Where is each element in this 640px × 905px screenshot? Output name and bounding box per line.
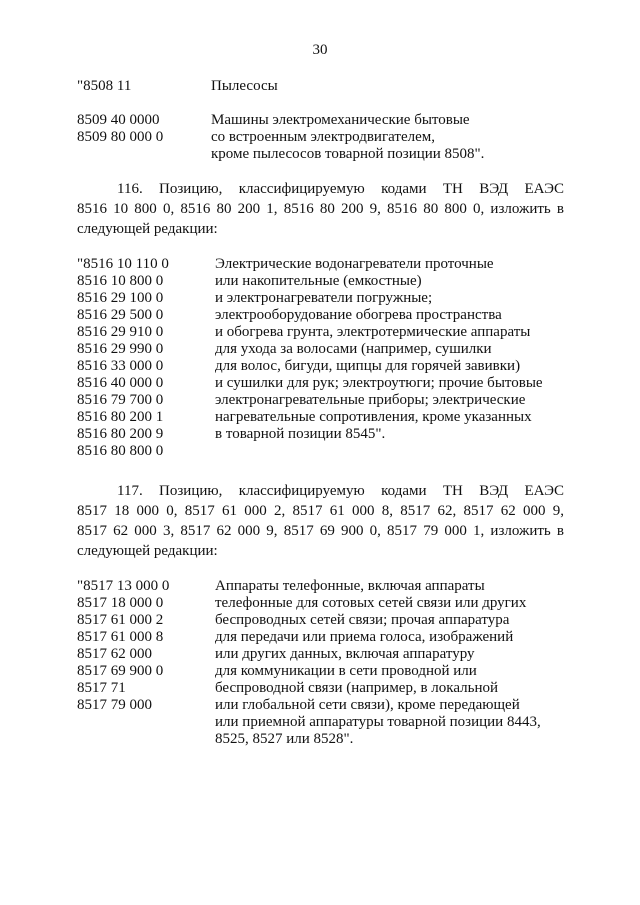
paragraph-line: следующей редакции:: [77, 543, 218, 559]
table-row: [77, 595, 541, 612]
tariff-code: 8516 10 800 0: [77, 273, 164, 289]
tariff-code: 8509 40 0000: [77, 112, 160, 128]
paragraph-line: 117. Позицию, классифицируемую кодами ТН ВЭД ЕАЭС: [117, 483, 564, 499]
code-description: или накопительные (емкостные): [215, 273, 422, 289]
code-description: кроме пылесосов товарной позиции 8508".: [211, 146, 485, 162]
tariff-code: "8517 13 000 0: [77, 578, 170, 594]
table-row: [77, 426, 543, 443]
tariff-code: [77, 714, 215, 731]
code-description: и электронагреватели погружные;: [215, 290, 433, 306]
code-description: беспроводных сетей связи; прочая аппаратура: [215, 612, 510, 628]
code-description: и сушилки для рук; электроутюги; прочие бытовые: [215, 375, 543, 391]
code-description: или приемной аппаратуры товарной позиции 8443,: [215, 714, 541, 730]
code-description: телефонные для сотовых сетей связи или других: [215, 595, 527, 611]
tariff-code: 8516 40 000 0: [77, 375, 164, 391]
table-row: [77, 307, 543, 324]
tariff-code: [77, 731, 215, 748]
table-row: [77, 290, 543, 307]
table-row: [77, 324, 543, 341]
code-table-8509: [77, 112, 484, 163]
tariff-code: 8516 29 990 0: [77, 341, 164, 357]
table-row: [77, 629, 541, 646]
code-description: для волос, бигуди, щипцы для горячей завивки): [215, 358, 521, 374]
code-description: Электрические водонагреватели проточные: [215, 256, 494, 272]
tariff-code: 8517 62 000: [77, 646, 152, 662]
tariff-code: [77, 146, 211, 163]
code-description: Машины электромеханические бытовые: [211, 112, 470, 128]
tariff-code: 8516 79 700 0: [77, 392, 164, 408]
paragraph-line: следующей редакции:: [77, 221, 218, 237]
tariff-code: 8517 18 000 0: [77, 595, 164, 611]
table-row: [77, 341, 543, 358]
table-row: [77, 731, 541, 748]
table-row: [77, 443, 543, 460]
code-description: для передачи или приема голоса, изображений: [215, 629, 514, 645]
code-description: для ухода за волосами (например, сушилки: [215, 341, 492, 357]
tariff-code: "8508 11: [77, 78, 132, 94]
table-row: [77, 256, 543, 273]
code-description: со встроенным электродвигателем,: [211, 129, 435, 145]
code-description: или других данных, включая аппаратуру: [215, 646, 475, 662]
tariff-code: 8517 61 000 8: [77, 629, 164, 645]
table-row: [77, 146, 484, 163]
table-row: [77, 646, 541, 663]
paragraph-line: 8517 62 000 3, 8517 62 000 9, 8517 69 900 0, 8517 79 000 1, изложить в: [77, 523, 564, 539]
table-row: [77, 697, 541, 714]
page-number: 30: [312, 42, 328, 58]
code-table-117: [77, 578, 541, 748]
code-table-8508: [77, 78, 278, 95]
table-row: [77, 663, 541, 680]
paragraph-line: 8517 18 000 0, 8517 61 000 2, 8517 61 000 8, 8517 62, 8517 62 000 9,: [77, 503, 564, 519]
code-description: электрооборудование обогрева пространства: [215, 307, 502, 323]
tariff-code: 8516 33 000 0: [77, 358, 164, 374]
table-row: [77, 612, 541, 629]
paragraph-line: 8516 10 800 0, 8516 80 200 1, 8516 80 200 9, 8516 80 800 0, изложить в: [77, 201, 564, 217]
paragraph-117: [77, 481, 564, 561]
tariff-code: 8517 61 000 2: [77, 612, 164, 628]
tariff-code: 8517 69 900 0: [77, 663, 164, 679]
code-description: и обогрева грунта, электротермические аппараты: [215, 324, 531, 340]
code-description: электронагревательные приборы; электрические: [215, 392, 526, 408]
code-description: или глобальной сети связи), кроме передающей: [215, 697, 520, 713]
tariff-code: 8516 80 200 1: [77, 409, 164, 425]
table-row: [77, 578, 541, 595]
code-description: нагревательные сопротивления, кроме указанных: [215, 409, 532, 425]
table-row: [77, 358, 543, 375]
code-description: 8525, 8527 или 8528".: [215, 731, 354, 747]
tariff-code: 8517 79 000: [77, 697, 152, 713]
code-description: Аппараты телефонные, включая аппараты: [215, 578, 485, 594]
tariff-code: 8509 80 000 0: [77, 129, 164, 145]
table-row: [77, 273, 543, 290]
table-row: [77, 409, 543, 426]
table-row: [77, 78, 278, 95]
code-description: беспроводной связи (например, в локальной: [215, 680, 499, 696]
table-row: [77, 714, 541, 731]
tariff-code: 8516 29 100 0: [77, 290, 164, 306]
table-row: [77, 112, 484, 129]
table-row: [77, 392, 543, 409]
code-description: для коммуникации в сети проводной или: [215, 663, 477, 679]
tariff-code: 8516 29 910 0: [77, 324, 164, 340]
paragraph-116: [77, 179, 564, 239]
tariff-code: 8516 29 500 0: [77, 307, 164, 323]
tariff-code: 8516 80 200 9: [77, 426, 164, 442]
tariff-code: "8516 10 110 0: [77, 256, 169, 272]
code-description: Пылесосы: [211, 78, 278, 94]
tariff-code: 8516 80 800 0: [77, 443, 164, 459]
code-table-116: [77, 256, 543, 460]
paragraph-line: 116. Позицию, классифицируемую кодами ТН ВЭД ЕАЭС: [117, 181, 564, 197]
tariff-code: 8517 71: [77, 680, 126, 696]
table-row: [77, 680, 541, 697]
table-row: [77, 375, 543, 392]
code-description: в товарной позиции 8545".: [215, 426, 386, 442]
table-row: [77, 129, 484, 146]
